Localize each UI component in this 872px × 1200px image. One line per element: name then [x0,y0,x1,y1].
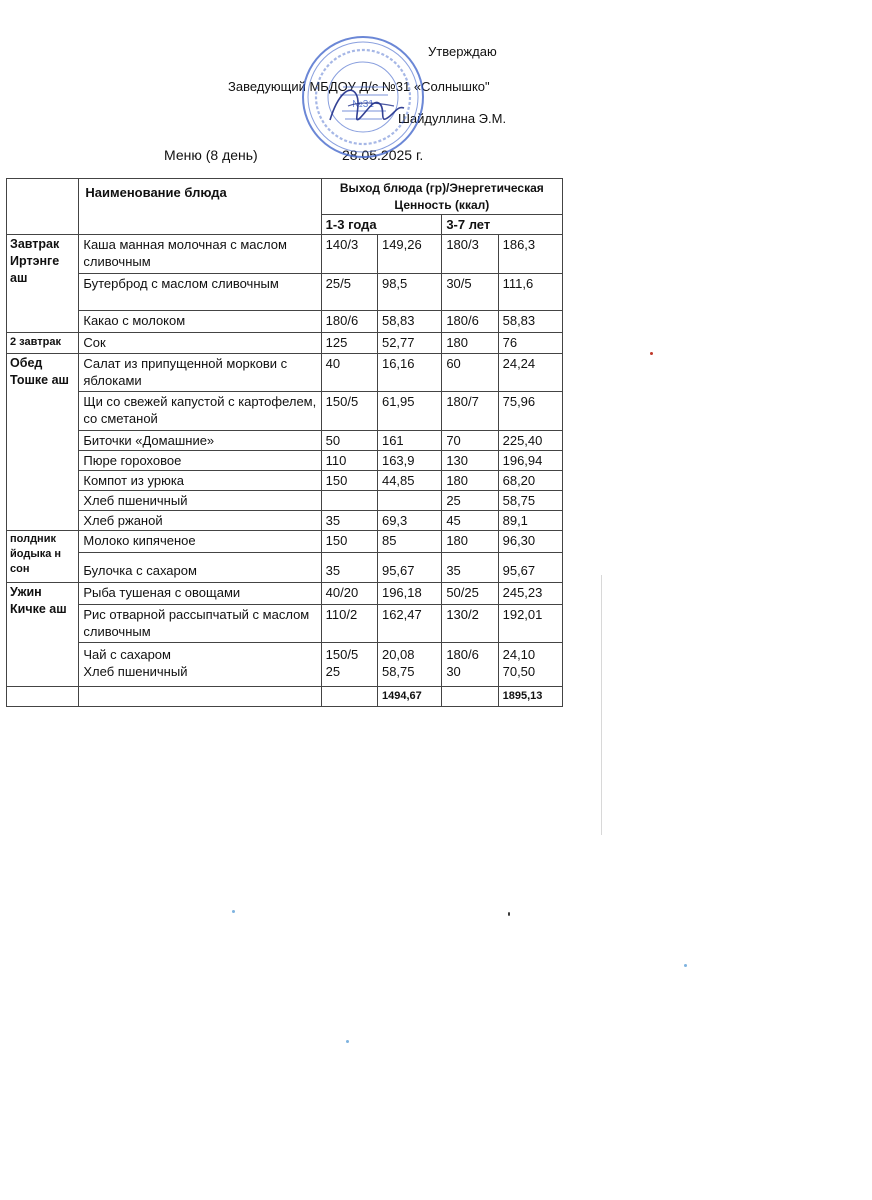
table-row [7,354,563,392]
dish-name: Бутерброд с маслом сливочным [79,274,321,311]
weight-3-7: 180/6 [442,311,498,333]
weight-3-7: 180 [442,531,498,553]
dish-name: Хлеб ржаной [79,511,321,531]
menu-date: 28.05.2025 г. [342,147,424,163]
weight-1-3: 25/5 [321,274,377,311]
kcal-3-7: 196,94 [498,451,562,471]
kcal-3-7: 95,67 [498,553,562,583]
weight-3-7: 180/3 [442,235,498,274]
official-stamp [298,32,428,162]
weight-3-7: 60 [442,354,498,392]
weight-3-7: 30/5 [442,274,498,311]
weight-3-7: 180 [442,471,498,491]
table-row [7,643,563,687]
dish-line: Чай с сахаром [83,647,171,662]
total-kcal-1-3: 1494,67 [377,687,441,707]
dish-name: Каша манная молочная с маслом сливочным [79,235,321,274]
weight-1-3: 40/20 [321,583,377,605]
empty-cell [442,687,498,707]
weight-1-3: 110 [321,451,377,471]
signatory-name: Шайдуллина Э.М. [398,111,507,126]
total-kcal-3-7: 1895,13 [498,687,562,707]
weight-3-7: 70 [442,431,498,451]
approve-label: Утверждаю [428,44,497,59]
weight-1-3: 150 [321,531,377,553]
dish-name: Булочка с сахаром [79,553,321,583]
weight-3-7: 180 [442,333,498,354]
kcal-3-7: 186,3 [498,235,562,274]
kcal-1-3 [377,491,441,511]
kcal-1-3: 61,95 [377,392,441,431]
value-line: 180/6 [446,647,479,662]
kcal-3-7: 58,83 [498,311,562,333]
weight-1-3: 35 [321,511,377,531]
head-position: Заведующий МБДОУ Д/с №31 «Солнышко" [228,79,490,94]
kcal-3-7: 76 [498,333,562,354]
dish-name: Компот из урюка [79,471,321,491]
kcal-1-3: 58,83 [377,311,441,333]
value-line: 24,10 [502,647,536,662]
dish-name: Рис отварной рассыпчатый с маслом сливочным [79,605,321,643]
table-row [7,471,563,491]
weight-3-7: 35 [442,553,498,583]
age-group-1-header: 1-3 года [321,215,442,235]
kcal-1-3: 161 [377,431,441,451]
table-row [7,553,563,583]
table-row [7,531,563,553]
corner-cell [7,179,79,235]
dish-name: Молоко кипяченое [79,531,321,553]
kcal-1-3: 52,77 [377,333,441,354]
table-row [7,311,563,333]
kcal-3-7: 68,20 [498,471,562,491]
kcal-1-3: 196,18 [377,583,441,605]
weight-3-7: 180/7 [442,392,498,431]
kcal-3-7: 96,30 [498,531,562,553]
table-row [7,491,563,511]
value-line: 25 [325,664,341,679]
value-line: 30 [446,664,461,679]
weight-3-7: 45 [442,511,498,531]
weight-1-3 [321,643,377,687]
weight-3-7: 50/25 [442,583,498,605]
dish-name: Хлеб пшеничный [79,491,321,511]
table-row [7,511,563,531]
table-row [7,392,563,431]
empty-cell [79,687,321,707]
scan-speck [650,352,653,355]
kcal-3-7: 192,01 [498,605,562,643]
menu-table [6,178,563,707]
dish-line: Хлеб пшеничный [83,664,188,679]
kcal-1-3: 149,26 [377,235,441,274]
weight-1-3: 40 [321,354,377,392]
kcal-3-7: 89,1 [498,511,562,531]
weight-1-3: 110/2 [321,605,377,643]
scan-line [601,575,602,835]
stamp-number: №31 [352,99,374,110]
meal-label: полдник йодыка н сон [7,531,79,583]
menu-title: Меню (8 день) [164,147,258,163]
table-row [7,333,563,354]
col-dish-header: Наименование блюда [79,179,321,235]
scan-speck [232,910,235,913]
weight-3-7: 130 [442,451,498,471]
value-line: 58,75 [381,664,415,679]
weight-1-3: 35 [321,553,377,583]
scan-speck [346,1040,349,1043]
age-group-2-header: 3-7 лет [442,215,563,235]
table-row [7,235,563,274]
kcal-3-7: 75,96 [498,392,562,431]
kcal-3-7 [498,643,562,687]
table-row [7,605,563,643]
kcal-3-7: 245,23 [498,583,562,605]
table-row [7,451,563,471]
meal-label: Завтрак Иртэнге аш [7,235,79,333]
kcal-1-3: 44,85 [377,471,441,491]
kcal-1-3: 163,9 [377,451,441,471]
dish-name: Сок [79,333,321,354]
weight-3-7: 25 [442,491,498,511]
scan-speck [508,912,510,916]
kcal-1-3: 98,5 [377,274,441,311]
weight-1-3: 50 [321,431,377,451]
kcal-3-7: 24,24 [498,354,562,392]
weight-3-7: 130/2 [442,605,498,643]
weight-1-3: 140/3 [321,235,377,274]
meal-label: Обед Тошке аш [7,354,79,531]
weight-1-3: 180/6 [321,311,377,333]
weight-1-3: 125 [321,333,377,354]
kcal-1-3 [377,643,441,687]
value-line: 70,50 [502,664,536,679]
kcal-3-7: 111,6 [498,274,562,311]
col-output-header: Выход блюда (гр)/Энергетическая Ценность (ккал) [321,179,562,215]
empty-cell [7,687,79,707]
table-row [7,431,563,451]
meal-label: 2 завтрак [7,333,79,354]
totals-row [7,687,563,707]
dish-name: Пюре гороховое [79,451,321,471]
dish-name: Биточки «Домашние» [79,431,321,451]
kcal-1-3: 69,3 [377,511,441,531]
kcal-1-3: 162,47 [377,605,441,643]
meal-label: Ужин Кичке аш [7,583,79,687]
dish-name: Рыба тушеная с овощами [79,583,321,605]
dish-name: Салат из припущенной моркови с яблоками [79,354,321,392]
weight-3-7 [442,643,498,687]
value-line: 150/5 [325,647,359,662]
table-row [7,583,563,605]
kcal-1-3: 16,16 [377,354,441,392]
weight-1-3: 150/5 [321,392,377,431]
kcal-1-3: 85 [377,531,441,553]
kcal-1-3: 95,67 [377,553,441,583]
value-line: 20,08 [381,647,415,662]
dish-name: Какао с молоком [79,311,321,333]
dish-name [79,643,321,687]
table-row [7,274,563,311]
kcal-3-7: 58,75 [498,491,562,511]
weight-1-3 [321,491,377,511]
weight-1-3: 150 [321,471,377,491]
kcal-3-7: 225,40 [498,431,562,451]
empty-cell [321,687,377,707]
dish-name: Щи со свежей капустой с картофелем, со сметаной [79,392,321,431]
scan-speck [684,964,687,967]
